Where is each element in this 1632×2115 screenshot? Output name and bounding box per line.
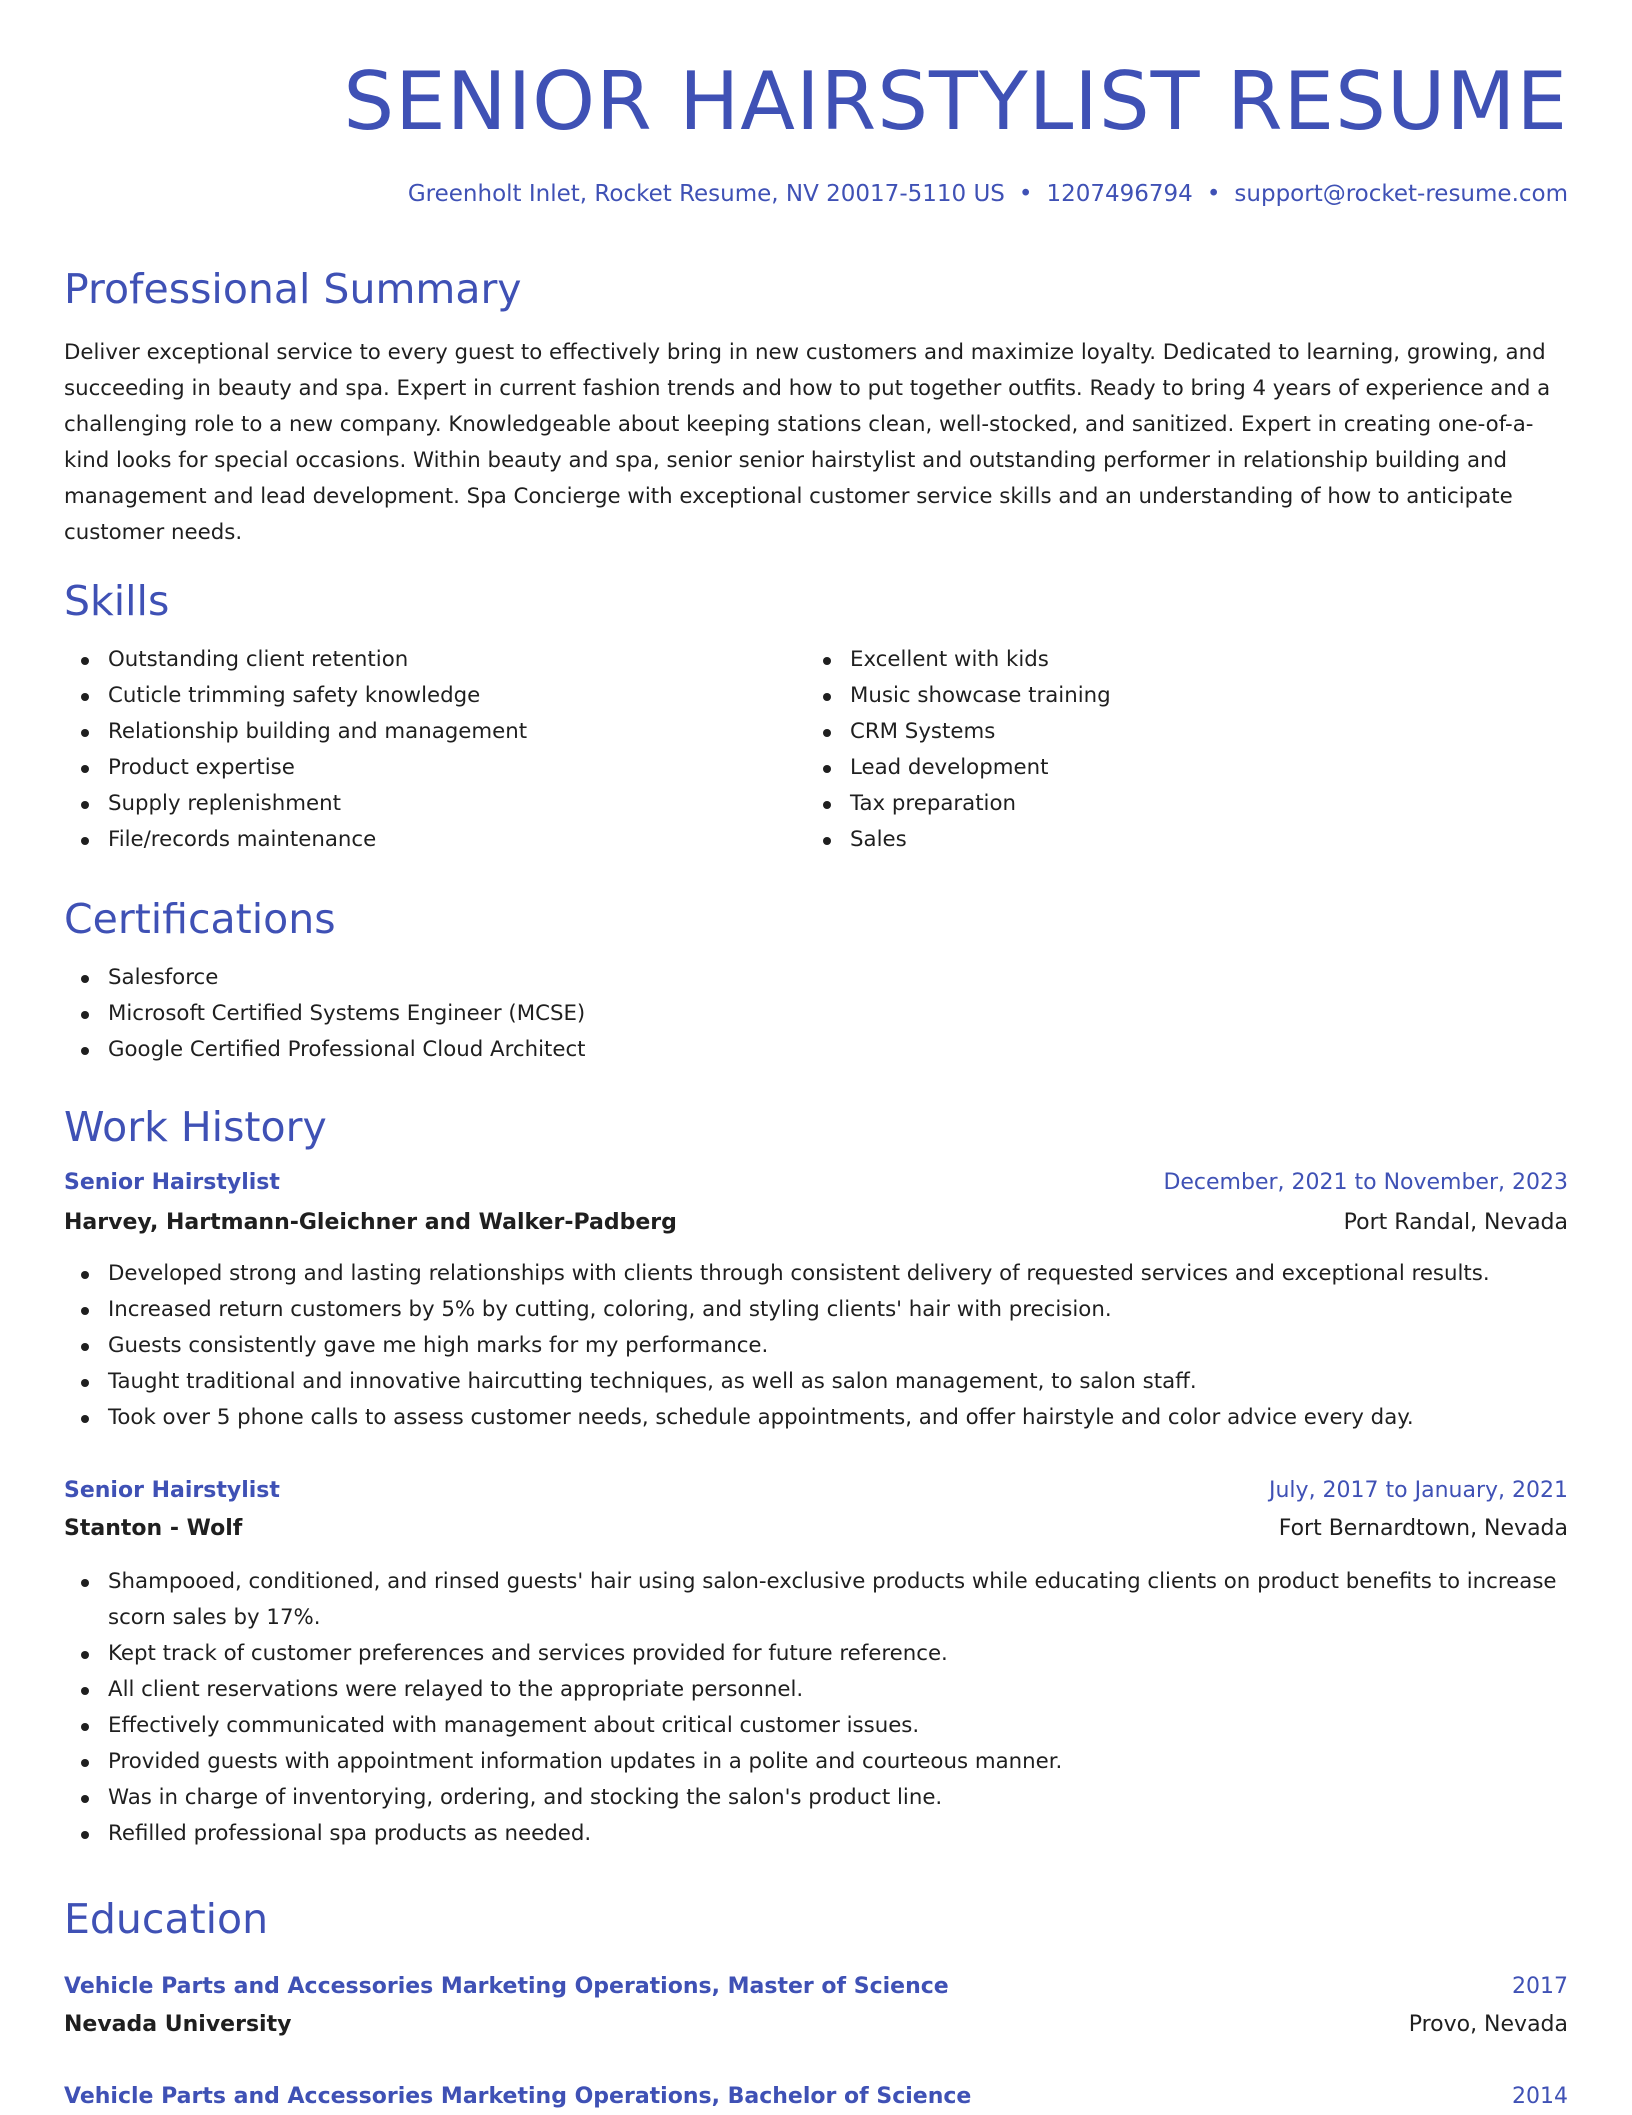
skill-item: Cuticle trimming safety knowledge [64, 678, 804, 714]
certifications-heading: Certifications [64, 895, 336, 943]
education-heading: Education [64, 1895, 269, 1943]
skills-list-left [64, 642, 804, 858]
resume-title: SENIOR HAIRSTYLIST RESUME [343, 55, 1568, 148]
job-duty: Shampooed, conditioned, and rinsed guests' hair using salon-exclusive products while educating clients on product benefits to increase scorn sales by 17%. [64, 1564, 1568, 1636]
education-year: 2014 [1512, 2084, 1568, 2109]
job-duty: Took over 5 phone calls to assess customer needs, schedule appointments, and offer hairstyle and color advice every day. [64, 1400, 1568, 1436]
job-duties-list [64, 1564, 1568, 1852]
job-duty: Effectively communicated with management about critical customer issues. [64, 1708, 1568, 1744]
job-header-row [64, 1165, 1568, 1201]
summary-text: Deliver exceptional service to every guest to effectively bring in new customers and maximize loyalty. Dedicated to learning, growing, and succeeding in beauty and spa. Expert in current fashion trends and how to put together outfits. Ready to bring 4 years of experience and a challenging role to a new company. Knowledgeable about keeping stations clean, well-stocked, and sanitized. Expert in creating one-of-a-kind looks for special occasions. Within beauty and spa, senior senior hairstylist and outstanding performer in relationship building and management and lead development. Spa Concierge with exceptional customer service skills and an understanding of how to anticipate customer needs. [64, 340, 1551, 545]
job-company: Stanton - Wolf [64, 1516, 243, 1541]
certifications-list [64, 960, 1568, 1068]
skill-item: Product expertise [64, 750, 804, 786]
work-history-heading: Work History [64, 1103, 327, 1151]
contact-separator: • [1206, 181, 1221, 207]
skill-item: Lead development [806, 750, 1546, 786]
skills-list-right [806, 642, 1546, 858]
job-company-row [64, 1205, 1568, 1241]
job-company: Harvey, Hartmann-Gleichner and Walker-Padberg [64, 1210, 677, 1235]
job-duty: Developed strong and lasting relationships with clients through consistent delivery of requested services and exceptional results. [64, 1256, 1568, 1292]
job-duty: Refilled professional spa products as needed. [64, 1816, 1568, 1852]
job-duty: Increased return customers by 5% by cutting, coloring, and styling clients' hair with precision. [64, 1292, 1568, 1328]
contact-address: Greenholt Inlet, Rocket Resume, NV 20017-5110 US [407, 181, 1005, 207]
certification-item: Google Certified Professional Cloud Architect [64, 1032, 1568, 1068]
job-location: Port Randal, Nevada [1343, 1210, 1568, 1235]
job-duty: Was in charge of inventorying, ordering, and stocking the salon's product line. [64, 1780, 1568, 1816]
job-duty: Taught traditional and innovative haircutting techniques, as well as salon management, to salon staff. [64, 1364, 1568, 1400]
job-company-row [64, 1511, 1568, 1547]
skill-item: Outstanding client retention [64, 642, 804, 678]
skill-item: Tax preparation [806, 786, 1546, 822]
education-school-row [64, 2007, 1568, 2043]
skill-item: Sales [806, 822, 1546, 858]
skills-heading: Skills [64, 577, 170, 625]
education-school: Nevada University [64, 2012, 292, 2037]
education-location: Provo, Nevada [1408, 2012, 1568, 2037]
education-degree: Vehicle Parts and Accessories Marketing Operations, Bachelor of Science [64, 2084, 972, 2109]
education-degree-row [64, 2079, 1568, 2115]
job-duties-list [64, 1256, 1568, 1436]
skill-item: CRM Systems [806, 714, 1546, 750]
skill-item: File/records maintenance [64, 822, 804, 858]
skill-item: Music showcase training [806, 678, 1546, 714]
job-dates: July, 2017 to January, 2021 [1269, 1478, 1568, 1503]
contact-line [408, 178, 1568, 210]
job-header-row [64, 1473, 1568, 1509]
contact-email: support@rocket-resume.com [1234, 181, 1568, 207]
job-title: Senior Hairstylist [64, 1170, 280, 1195]
education-year: 2017 [1512, 1974, 1568, 1999]
certification-item: Microsoft Certified Systems Engineer (MCSE) [64, 996, 1568, 1032]
skill-item: Excellent with kids [806, 642, 1546, 678]
skill-item: Supply replenishment [64, 786, 804, 822]
certification-item: Salesforce [64, 960, 1568, 996]
contact-separator: • [1018, 181, 1033, 207]
job-duty: Provided guests with appointment information updates in a polite and courteous manner. [64, 1744, 1568, 1780]
summary-heading: Professional Summary [64, 265, 522, 313]
skill-item: Relationship building and management [64, 714, 804, 750]
contact-phone: 1207496794 [1046, 181, 1193, 207]
job-title: Senior Hairstylist [64, 1478, 280, 1503]
education-degree-row [64, 1969, 1568, 2005]
education-degree: Vehicle Parts and Accessories Marketing Operations, Master of Science [64, 1974, 949, 1999]
job-dates: December, 2021 to November, 2023 [1163, 1170, 1568, 1195]
job-location: Fort Bernardtown, Nevada [1278, 1516, 1568, 1541]
job-duty: Guests consistently gave me high marks for my performance. [64, 1328, 1568, 1364]
job-duty: All client reservations were relayed to the appropriate personnel. [64, 1672, 1568, 1708]
job-duty: Kept track of customer preferences and services provided for future reference. [64, 1636, 1568, 1672]
